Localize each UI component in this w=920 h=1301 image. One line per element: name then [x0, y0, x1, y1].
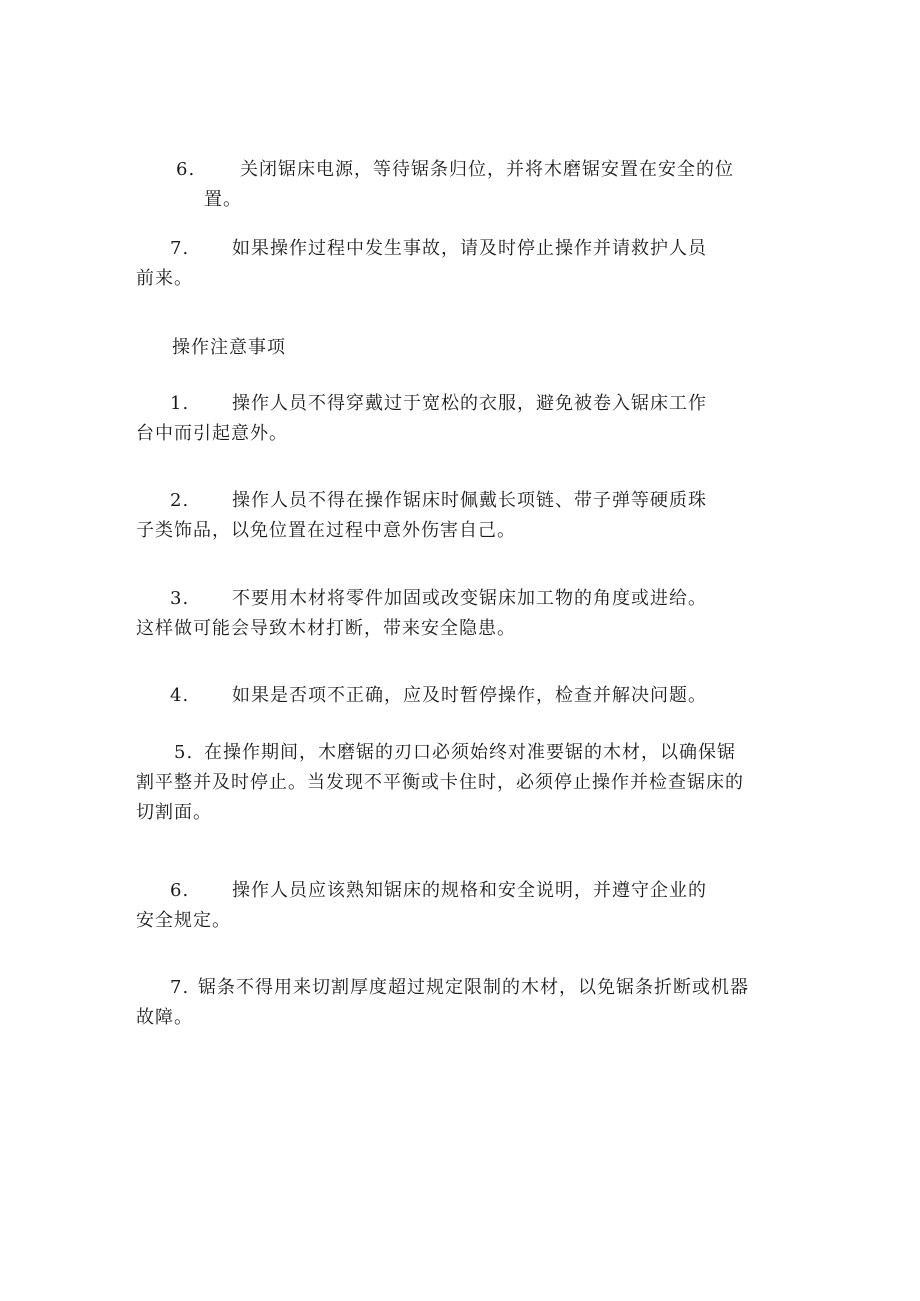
- item-text-line-1: 不要用木材将零件加固或改变锯床加工物的角度或进给。: [232, 588, 707, 609]
- item-text-line-3: 切割面。: [136, 802, 212, 823]
- list-item-7-accident: [136, 234, 776, 294]
- item-number: 7.: [170, 238, 190, 259]
- item-text-line-1: 操作人员不得在操作锯床时佩戴长项链、带子弹等硬质珠: [232, 490, 707, 511]
- list-item-6-specs: [136, 876, 776, 936]
- item-text-line-2: 安全规定。: [136, 910, 231, 931]
- list-item-4-pause: [136, 681, 776, 711]
- item-text-line-1: 关闭锯床电源，等待锯条归位，并将木磨锯安置在安全的位: [240, 159, 734, 180]
- list-item-5-blade-alignment: [136, 738, 776, 828]
- item-text-line-1: 如果操作过程中发生事故，请及时停止操作并请救护人员: [232, 238, 707, 259]
- item-number: 3.: [170, 588, 190, 609]
- list-item-7-thickness-limit: [136, 973, 776, 1033]
- item-text-line-1: 在操作期间，木磨锯的刃口必须始终对准要锯的木材，以确保锯: [204, 742, 736, 763]
- item-text-line-2: 故障。: [136, 1007, 193, 1028]
- list-item-3-wood-fixing: [136, 584, 776, 644]
- item-number: 1.: [170, 393, 190, 414]
- item-number: 4.: [170, 685, 190, 706]
- item-text-line-1: 操作人员不得穿戴过于宽松的衣服，避免被卷入锯床工作: [232, 393, 707, 414]
- list-item-1-clothing: [136, 389, 776, 449]
- list-item-2-jewelry: [136, 486, 776, 546]
- item-number: 5.: [174, 742, 194, 763]
- item-text-line-2: 割平整并及时停止。当发现不平衡或卡住时，必须停止操作并检查锯床的: [136, 772, 744, 793]
- item-text-line-2: 台中而引起意外。: [136, 423, 288, 444]
- item-text-line-1: 锯条不得用来切割厚度超过规定限制的木材，以免锯条折断或机器: [198, 977, 749, 998]
- list-item-6-power-off: [136, 155, 776, 215]
- item-text-line-1: 如果是否项不正确，应及时暂停操作，检查并解决问题。: [232, 685, 707, 706]
- item-text-line-1: 操作人员应该熟知锯床的规格和安全说明，并遵守企业的: [232, 880, 707, 901]
- item-number: 6.: [176, 159, 196, 180]
- item-text-line-2: 前来。: [136, 268, 193, 289]
- item-text-line-2: 子类饰品，以免位置在过程中意外伤害自己。: [136, 520, 516, 541]
- item-text-line-2: 置。: [204, 189, 242, 210]
- section-heading: 操作注意事项: [172, 337, 286, 358]
- item-text-line-2: 这样做可能会导致木材打断，带来安全隐患。: [136, 618, 516, 639]
- item-number: 2.: [170, 490, 190, 511]
- item-number: 7.: [170, 977, 190, 998]
- item-number: 6.: [170, 880, 190, 901]
